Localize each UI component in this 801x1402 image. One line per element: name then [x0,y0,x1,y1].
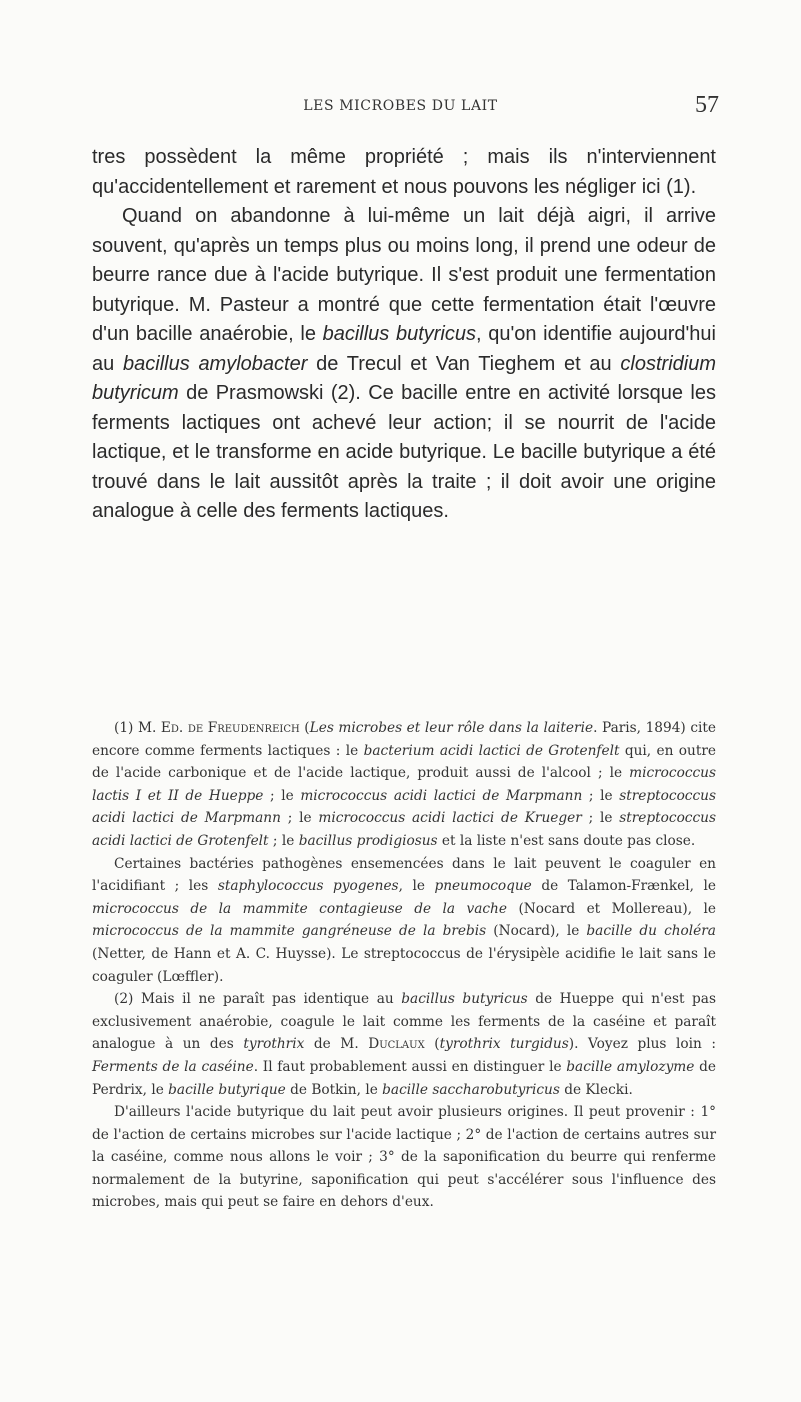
italic-term: bacille du choléra [586,923,716,940]
text-run: Certaines bactéries pathogènes ensemencées dans le lait peuvent le coaguler en l'acidifiant ; les [92,855,716,895]
text-run: . Paris, 1894) cite encore comme ferments lactiques : le [92,720,716,759]
italic-term: bacillus prodigiosus [298,832,438,849]
text-run: ( [424,1036,440,1053]
author-name: Ed. de Freudenreich [160,720,300,736]
text-run: et la liste n'est sans doute pas close. [437,832,696,849]
author-name: Duclaux [368,1036,425,1053]
text-run: ; le [263,787,301,804]
text-run: , le [398,878,435,895]
text-run: de Klecki. [559,1081,633,1098]
page-header [0,92,801,122]
text-run: . Il faut probablement aussi en distinguer le [253,1058,567,1075]
italic-term: tyrothrix [243,1036,305,1053]
italic-term: bacillus amylobacter [123,352,308,375]
text-run: de Perdrix, le [92,1058,716,1098]
italic-term: micrococcus acidi lactici de Krueger [318,810,582,827]
footnotes [92,717,716,1214]
italic-term: micrococcus lactis I et II de Hueppe [92,765,716,804]
italic-term: micrococcus de la mammite gangréneuse de la brebis [92,923,487,940]
footnote-2-continued: D'ailleurs l'acide butyrique du lait peut avoir plusieurs origines. Il peut provenir : 1° de l'action de certains microbes sur l'acide lactique ; 2° de l'action de certains autres sur la caséine, comme nous allons le voir ; 3° de la saponification du beurre qui renferme normalement de la butyrine, saponification qui peut s'accélérer sous l'influence des microbes, mais qui peut se faire en dehors d'eux. [92,1104,716,1211]
text-run: (Nocard), le [486,923,587,940]
text-run: Quand on abandonne à lui-même un lait déjà aigri, il arrive souvent, qu'après un temps plus ou moins long, il prend une odeur de beurre rance due à l'acide butyrique. Il s'est produit une fermentation butyrique. M. Pasteur a montré que cette fermentation était l'œuvre d'un bacille anaérobie, le [92,205,716,345]
italic-term: pneumocoque [434,878,532,895]
text-run: ; le [581,810,620,827]
italic-term: bacille amylozyme [566,1058,695,1075]
italic-term: clostridium butyricum [92,352,716,404]
italic-term: Ferments de la caséine [92,1058,254,1075]
text-run: ; le [268,832,299,849]
text-run: ( [299,720,310,736]
paragraph-2 [92,202,716,527]
italic-term: staphylococcus pyogenes [217,878,399,895]
paragraph-1: tres possèdent la même propriété ; mais ils n'interviennent qu'accidentellement et rarement et nous pouvons les négliger ici (1). [92,146,716,198]
text-run: qui, en outre de l'acide carbonique et de l'acide lactique, produit aussi de l'alcool ; le [92,742,716,782]
footnote-1 [92,717,716,853]
text-run: de Trecul et Van Tieghem et au [307,352,621,375]
text-run: ). Voyez plus loin : [568,1036,716,1053]
text-run: de Talamon-Frænkel, le [531,878,716,895]
italic-term: micrococcus de la mammite contagieuse de la vache [92,900,507,917]
text-run: de Prasmowski (2). Ce bacille entre en activité lorsque les ferments lactiques ont achevé leur action; il se nourrit de l'acide lactique, et le transforme en acide butyrique. Le bacille butyrique a été trouvé dans le lait aussitôt après la traite ; il doit avoir une origine analogue à celle des ferments lactiques. [92,382,716,522]
page-number: 57 [695,92,719,118]
italic-term: micrococcus acidi lactici de Marpmann [300,787,583,804]
footnote-2 [92,988,716,1101]
text-run: ; le [280,810,319,827]
text-run: (Netter, de Hann et A. C. Huysse). Le streptococcus de l'érysipèle acidifie le lait sans le coaguler (Lœffler). [92,945,716,985]
footnote-1-continued [92,853,716,989]
main-text [92,143,716,527]
italic-term: streptococcus acidi lactici de Marpmann [92,787,716,827]
italic-term: bacille saccharobutyricus [382,1081,560,1098]
italic-term: bacillus butyricus [401,991,528,1008]
italic-term: bacterium acidi lactici de Grotenfelt [363,742,620,759]
text-run: ; le [582,787,620,804]
italic-term: Les microbes et leur rôle dans la laiterie [309,720,594,736]
text-run: de Botkin, le [285,1081,383,1098]
text-run: (2) Mais il ne paraît pas identique au [114,991,402,1008]
italic-term: bacillus butyricus [322,323,476,345]
text-run: , qu'on identifie aujourd'hui au [92,323,716,375]
running-title: LES MICROBES DU LAIT [303,98,498,114]
italic-term: tyrothrix turgidus [439,1036,569,1053]
text-run: de Hueppe qui n'est pas exclusivement anaérobie, coagule le lait comme les ferments de la caséine et paraît analogue à un des [92,991,716,1053]
text-run: (1) M. [114,720,161,736]
italic-term: bacille butyrique [168,1081,286,1098]
text-run: (Nocard et Mollereau), le [506,900,716,917]
text-run: de M. [304,1036,369,1053]
italic-term: streptococcus acidi lactici de Grotenfelt [92,810,716,849]
